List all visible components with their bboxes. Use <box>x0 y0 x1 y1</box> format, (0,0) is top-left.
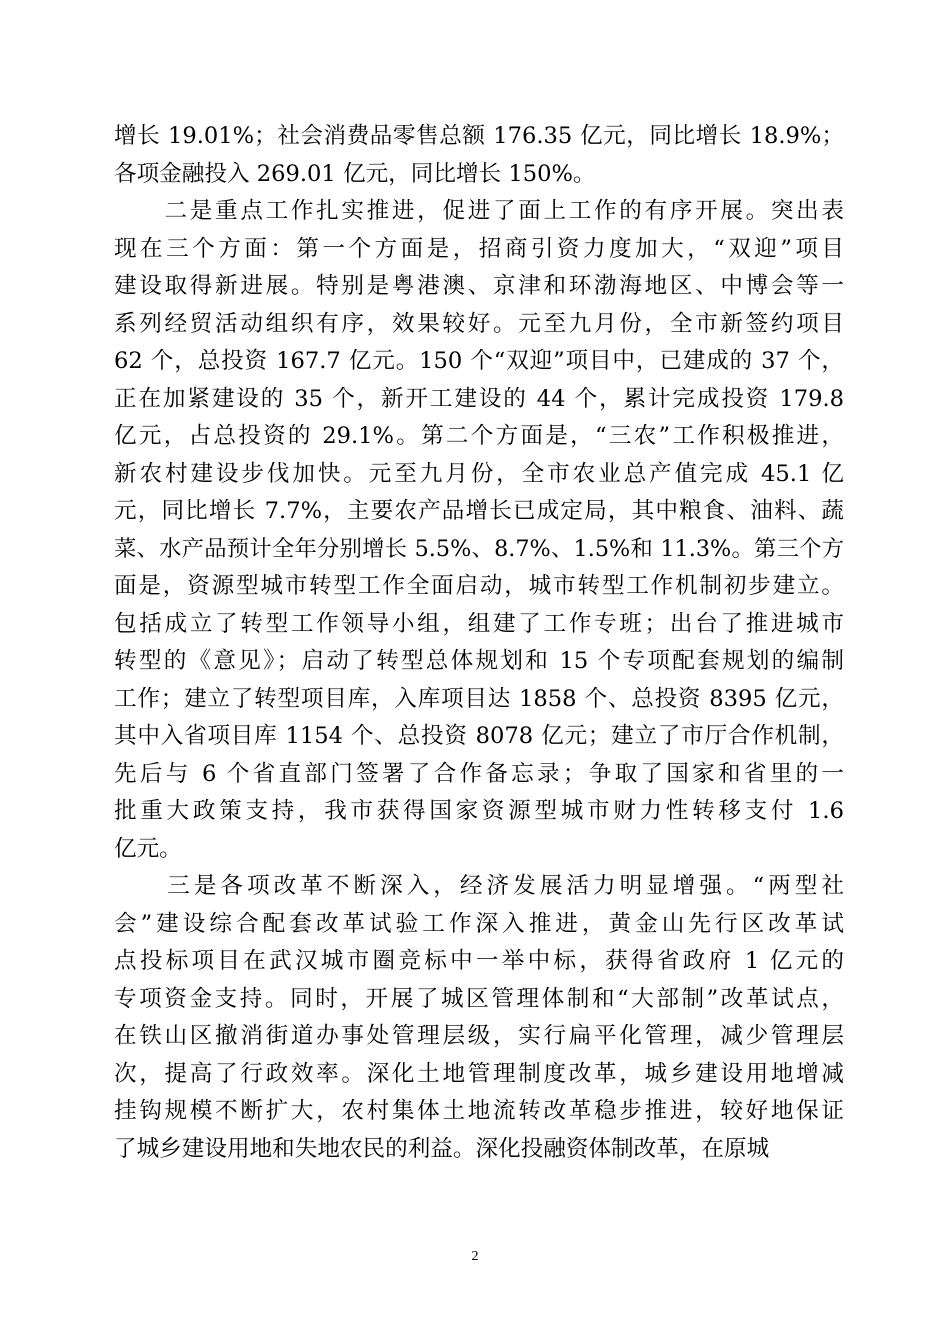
text-line: 会”建设综合配套改革试验工作深入推进，黄金山先行区改革试 <box>114 910 844 937</box>
text-line: 系列经贸活动组织有序，效果较好。元至九月份，全市新签约项目 <box>114 310 844 337</box>
text-line: 次，提高了行政效率。深化土地管理制度改革，城乡建设用地增减 <box>114 1060 844 1087</box>
text-line: 元，同比增长 7.7%，主要农产品增长已成定局，其中粮食、油料、蔬 <box>114 498 844 524</box>
text-line: 批重大政策支持，我市获得国家资源型城市财力性转移支付 1.6 <box>114 798 844 824</box>
text-line: 建设取得新进展。特别是粤港澳、京津和环渤海地区、中博会等一 <box>114 273 844 299</box>
text-line: 面是，资源型城市转型工作全面启动，城市转型工作机制初步建立。 <box>114 573 844 599</box>
text-line: 62 个，总投资 167.7 亿元。150 个“双迎”项目中，已建成的 37 个， <box>114 348 844 374</box>
page-number: 2 <box>471 1249 479 1264</box>
text-line: 二是重点工作扎实推进，促进了面上工作的有序开展。突出表 <box>114 198 844 224</box>
text-line: 增长 19.01%；社会消费品零售总额 176.35 亿元，同比增长 18.9%； <box>114 123 844 149</box>
text-line: 点投标项目在武汉城市圈竞标中一举中标，获得省政府 1 亿元的 <box>114 948 844 974</box>
text-line: 亿元，占总投资的 29.1%。第二个方面是，“三农”工作积极推进， <box>114 423 844 449</box>
text-line: 包括成立了转型工作领导小组，组建了工作专班；出台了推进城市 <box>114 610 844 637</box>
text-line: 专项资金支持。同时，开展了城区管理体制和“大部制”改革试点， <box>114 985 844 1012</box>
text-line: 工作；建立了转型项目库，入库项目达 1858 个、总投资 8395 亿元， <box>114 685 844 712</box>
text-line: 先后与 6 个省直部门签署了合作备忘录；争取了国家和省里的一 <box>114 760 844 787</box>
text-line: 现在三个方面：第一个方面是，招商引资力度加大，“双迎”项目 <box>114 235 844 262</box>
text-line: 其中入省项目库 1154 个、总投资 8078 亿元；建立了市厅合作机制， <box>114 723 844 749</box>
text-line: 各项金融投入 269.01 亿元，同比增长 150%。 <box>114 160 596 187</box>
text-line: 菜、水产品预计全年分别增长 5.5%、8.7%、1.5%和 11.3%。第三个方 <box>114 535 844 562</box>
text-line: 挂钩规模不断扩大，农村集体土地流转改革稳步推进，较好地保证 <box>114 1098 844 1124</box>
text-line: 了城乡建设用地和失地农民的利益。深化投融资体制改革，在原城 <box>114 1135 770 1162</box>
text-line: 转型的《意见》；启动了转型总体规划和 15 个专项配套规划的编制 <box>114 648 844 674</box>
text-line: 亿元。 <box>114 835 182 862</box>
text-line: 在铁山区撤消街道办事处管理层级，实行扁平化管理，减少管理层 <box>114 1023 844 1049</box>
text-line: 新农村建设步伐加快。元至九月份，全市农业总产值完成 45.1 亿 <box>114 460 844 487</box>
text-line: 正在加紧建设的 35 个，新开工建设的 44 个，累计完成投资 179.8 <box>114 385 844 412</box>
text-line: 三是各项改革不断深入，经济发展活力明显增强。“两型社 <box>114 873 844 899</box>
body-text <box>114 118 844 1168</box>
